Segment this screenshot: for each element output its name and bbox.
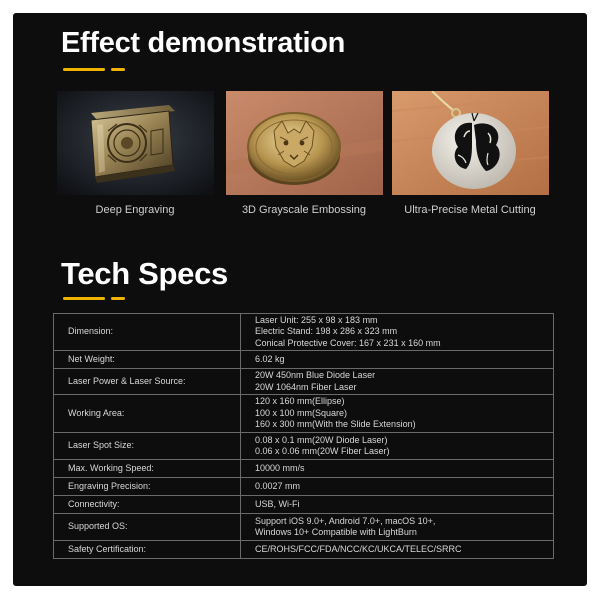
- spec-value: [241, 496, 554, 514]
- spec-value-line: Electric Stand: 198 x 286 x 323 mm: [255, 326, 398, 337]
- embossed-wolf-coin-photo: [226, 91, 383, 195]
- spec-row-net-weight: [54, 351, 554, 369]
- spec-value: [241, 514, 554, 541]
- spec-label: Connectivity:: [54, 496, 241, 514]
- caption-grayscale-embossing: 3D Grayscale Embossing: [241, 204, 367, 216]
- spec-label: Laser Spot Size:: [54, 433, 241, 460]
- spec-value-line: 160 x 300 mm(With the Slide Extension): [255, 419, 416, 430]
- spec-value-line: CE/ROHS/FCC/FDA/NCC/KC/UKCA/TELEC/SRRC: [255, 543, 462, 554]
- spec-row-max-speed: [54, 460, 554, 478]
- spec-value-line: 0.06 x 0.06 mm(20W Fiber Laser): [255, 446, 390, 456]
- spec-value-line: 6.02 kg: [255, 353, 285, 364]
- spec-row-engraving-precision: [54, 478, 554, 496]
- effect-heading: Effect demonstration: [61, 27, 346, 59]
- product-panel: [13, 13, 587, 586]
- spec-value-line: 20W 450nm Blue Diode Laser: [255, 370, 376, 380]
- engraved-lighter-photo: [57, 91, 214, 195]
- effect-heading-underline: [63, 68, 127, 71]
- spec-label: Safety Certification:: [54, 541, 241, 559]
- spec-value: [241, 314, 554, 351]
- spec-value-line: 100 x 100 mm(Square): [255, 407, 348, 418]
- spec-value-line: 20W 1064nm Fiber Laser: [255, 381, 357, 392]
- spec-label: Net Weight:: [54, 351, 241, 369]
- spec-row-supported-os: [54, 514, 554, 541]
- tech-specs-underline: [63, 297, 127, 300]
- spec-value-line: Conical Protective Cover: 167 x 231 x 160 mm: [255, 337, 441, 348]
- spec-label: Engraving Precision:: [54, 478, 241, 496]
- spec-row-laser-spot-size: [54, 433, 554, 460]
- spec-value-line: 0.0027 mm: [255, 480, 301, 491]
- spec-value: [241, 460, 554, 478]
- spec-value: [241, 351, 554, 369]
- spec-row-dimension: [54, 314, 554, 351]
- spec-value-line: 0.08 x 0.1 mm(20W Diode Laser): [255, 434, 388, 445]
- spec-value: [241, 541, 554, 559]
- caption-deep-engraving: Deep Engraving: [95, 204, 175, 216]
- spec-value-line: 120 x 160 mm(Ellipse): [255, 396, 345, 407]
- spec-label: Working Area:: [54, 395, 241, 433]
- butterfly-pendant-image: [392, 91, 549, 195]
- butterfly-cut-pendant-photo: [392, 91, 549, 195]
- spec-value: [241, 369, 554, 395]
- spec-row-laser-power: [54, 369, 554, 395]
- caption-metal-cutting: Ultra-Precise Metal Cutting: [404, 204, 536, 216]
- specs-table: [53, 313, 554, 559]
- spec-value: [241, 433, 554, 460]
- tech-specs-heading: Tech Specs: [61, 256, 229, 291]
- spec-value-line: Laser Unit: 255 x 98 x 183 mm: [255, 314, 378, 325]
- spec-value-line: 10000 mm/s: [255, 462, 305, 473]
- wolf-coin-image: [226, 91, 383, 195]
- spec-value-line: USB, Wi-Fi: [255, 498, 300, 509]
- lighter-image: [57, 91, 214, 195]
- spec-value-line: Windows 10+ Compatible with LightBurn: [255, 527, 417, 537]
- spec-label: Max. Working Speed:: [54, 460, 241, 478]
- spec-label: Supported OS:: [54, 514, 241, 541]
- spec-label: Laser Power & Laser Source:: [54, 369, 241, 395]
- spec-row-working-area: [54, 395, 554, 433]
- spec-value: [241, 478, 554, 496]
- spec-row-connectivity: [54, 496, 554, 514]
- spec-label: Dimension:: [54, 314, 241, 351]
- spec-row-safety-certification: [54, 541, 554, 559]
- spec-value: [241, 395, 554, 433]
- spec-value-line: Support iOS 9.0+, Android 7.0+, macOS 10+,: [255, 515, 436, 526]
